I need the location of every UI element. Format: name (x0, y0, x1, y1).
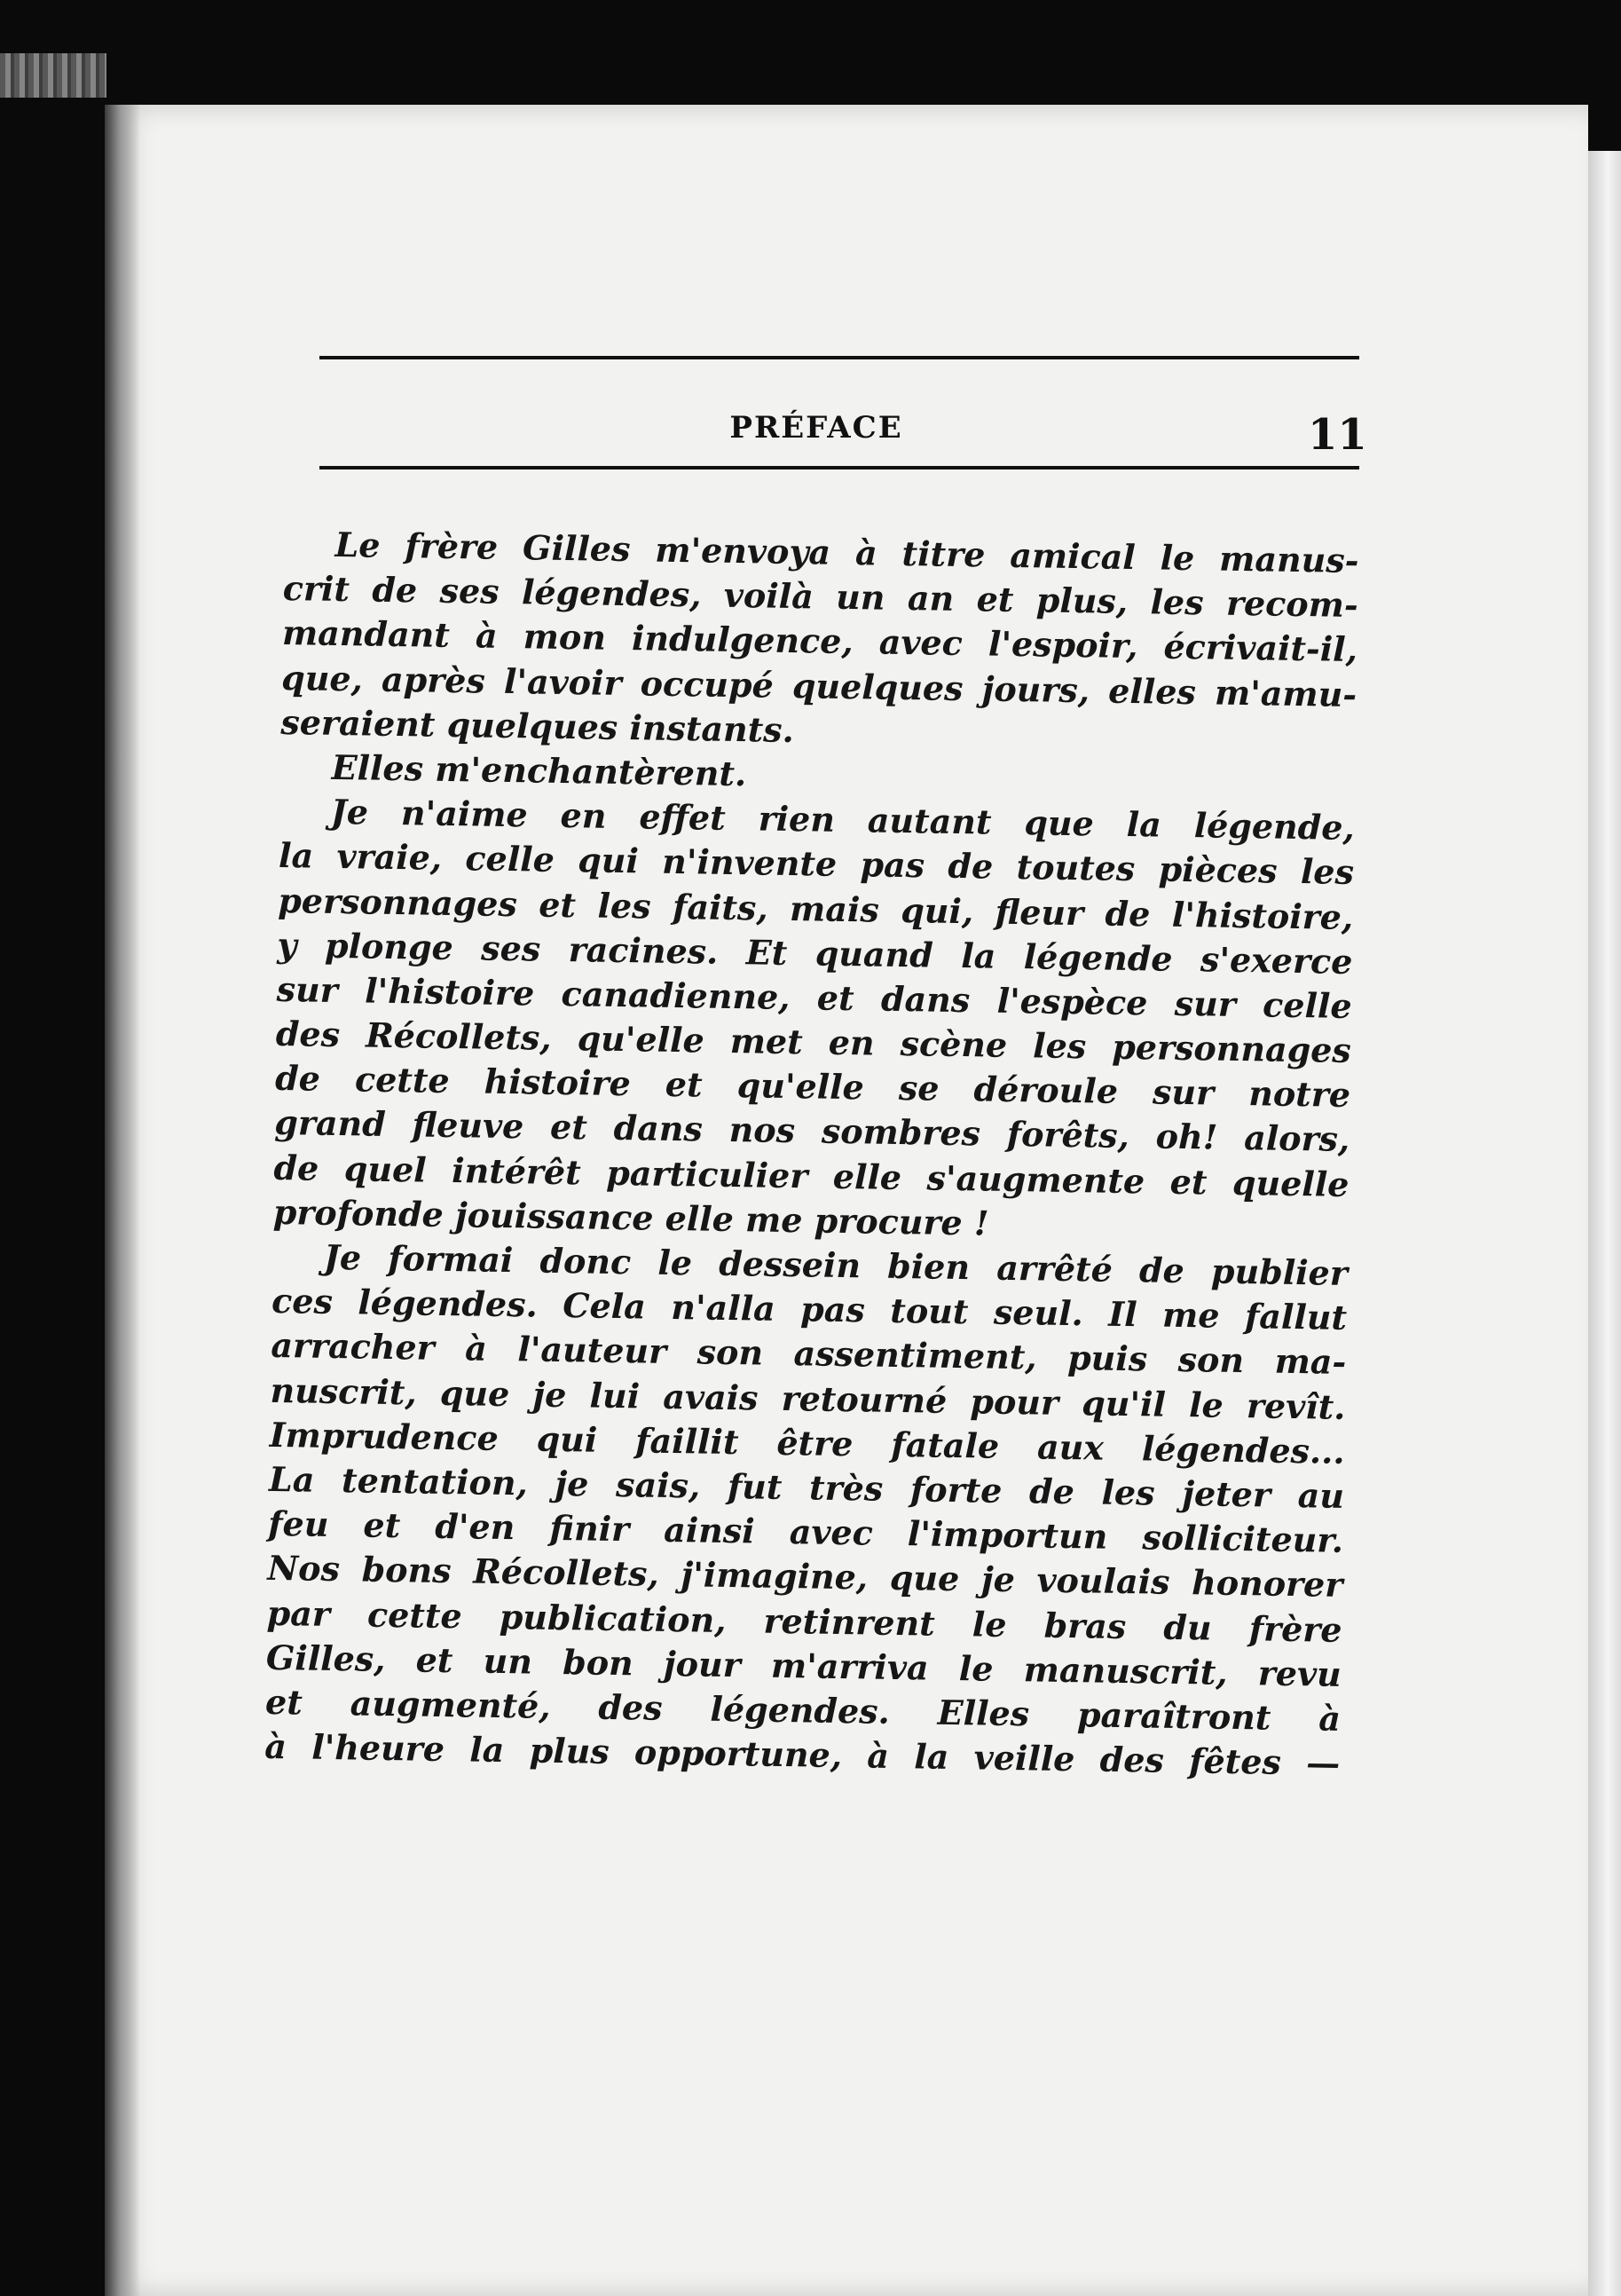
text-line: personnages et les faits, mais qui, fleur de l'histoire, (277, 880, 1354, 937)
text-line: de cette histoire et qu'elle se déroule sur notre (274, 1058, 1351, 1116)
text-line: ces légendes. Cela n'alla pas tout seul. Il me fallut (271, 1281, 1348, 1338)
text-line: des Récollets, qu'elle met en scène les personnages (275, 1013, 1352, 1071)
text-line: que, après l'avoir occupé quelques jours, elles m'amu- (280, 657, 1357, 714)
running-title: PRÉFACE (729, 410, 903, 446)
text-line: Je n'aime en effet rien autant que la légende, (330, 791, 1356, 848)
body-text (264, 522, 1359, 1786)
text-line: y plonge ses racines. Et quand la légende s'exerce (277, 924, 1353, 982)
page-right-edge (1588, 151, 1621, 2296)
text-line: Gilles, et un bon jour m'arriva le manuscrit, revu (265, 1637, 1342, 1694)
text-line: arracher à l'auteur son assentiment, puis son ma- (271, 1325, 1347, 1383)
text-line: nuscrit, que je lui avais retourné pour qu'il le revît. (270, 1369, 1346, 1427)
binding-shadow (105, 105, 140, 2296)
text-line: Le frère Gilles m'envoya à titre amical le manus- (334, 524, 1359, 581)
text-line: à l'heure la plus opportune, à la veille des fêtes — (264, 1725, 1341, 1783)
text-line: Imprudence qui faillit être fatale aux légendes... (269, 1414, 1346, 1471)
text-line: sur l'histoire canadienne, et dans l'espèce sur celle (276, 968, 1352, 1026)
text-line: par cette publication, retinrent le bras du frère (266, 1592, 1342, 1650)
text-line: mandant à mon indulgence, avec l'espoir, écrivait-il, (281, 612, 1358, 670)
text-line: seraient quelques instants. (280, 701, 795, 750)
text-line: La tentation, je sais, fut très forte de les jeter au (268, 1458, 1345, 1516)
text-line: grand fleuve et dans nos sombres forêts, oh! alors, (274, 1102, 1350, 1160)
text-line: et augmenté, des légendes. Elles paraîtront à (264, 1681, 1342, 1739)
text-line: de quel intérêt particulier elle s'augmente et quelle (273, 1147, 1350, 1204)
page-number: 11 (1308, 410, 1367, 460)
text-line: la vraie, celle qui n'invente pas de toutes pièces les (278, 835, 1355, 893)
text-line: Je formai donc le dessein bien arrêté de publier (323, 1236, 1349, 1293)
text-line: Elles m'enchantèrent. (331, 746, 747, 794)
text-line: crit de ses légendes, voilà un an et plus, les recom- (282, 568, 1359, 626)
header-rule-bottom (319, 466, 1359, 469)
text-line: feu et d'en finir ainsi avec l'importun solliciteur. (267, 1503, 1344, 1561)
scan-edge-strip (0, 53, 106, 98)
header-rule-top (319, 356, 1359, 359)
text-line: Nos bons Récollets, j'imagine, que je voulais honorer (267, 1548, 1343, 1606)
text-line: profonde jouissance elle me procure ! (272, 1191, 989, 1243)
